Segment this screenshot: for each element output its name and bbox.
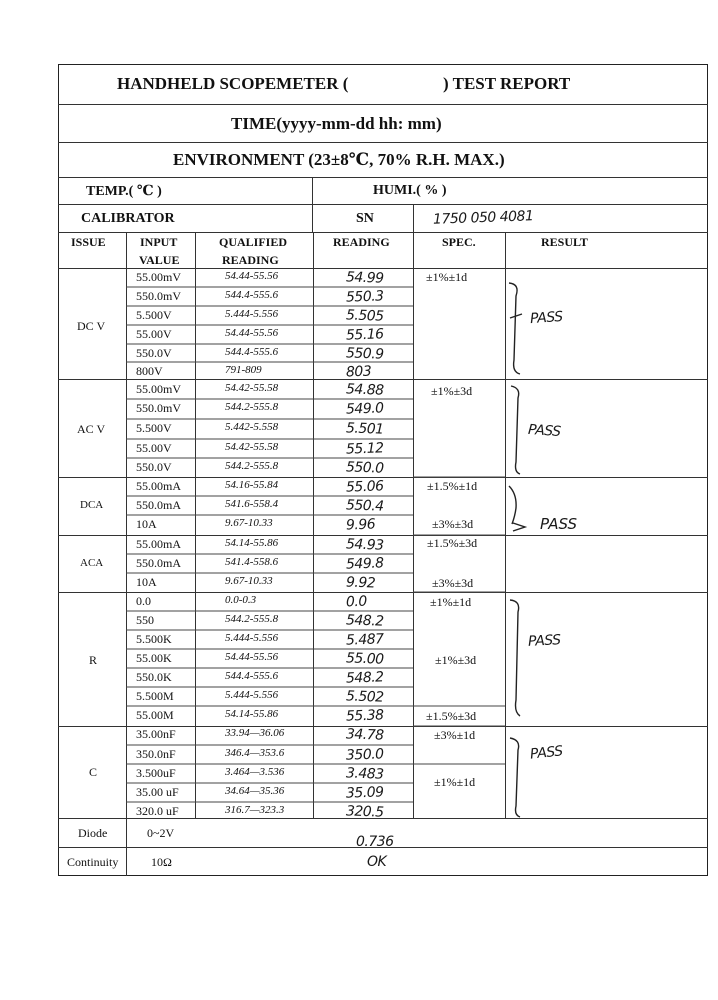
continuity-reading: OK [367, 854, 387, 870]
report-title-right: ) TEST REPORT [443, 74, 571, 93]
measured-reading: 5.501 [345, 420, 384, 438]
group-continuity: Continuity [67, 855, 119, 869]
spec-dca: ±1.5%±1d [427, 479, 478, 493]
measured-reading: 55.12 [345, 440, 384, 458]
input-value: 550.0mA [136, 556, 181, 570]
input-value: 550.0mA [136, 498, 181, 512]
input-value: 35.00nF [136, 727, 176, 741]
qualified-reading: 3.464—3.536 [225, 766, 285, 778]
qualified-reading: 544.4-555.6 [225, 346, 279, 358]
spec-aca: ±1.5%±3d [427, 536, 478, 550]
measured-reading: 3.483 [345, 765, 384, 783]
spec-dcv: ±1%±1d [426, 270, 468, 284]
input-value: 550.0V [136, 346, 172, 360]
result-r: PASS [527, 632, 562, 650]
qualified-reading: 544.2-555.8 [225, 401, 279, 413]
input-value: 55.00mV [136, 270, 181, 284]
measured-reading: 55.16 [345, 326, 384, 344]
col-issue: ISSUE [71, 235, 106, 249]
continuity-input: 10Ω [151, 855, 172, 869]
input-value: 3.500uF [136, 766, 176, 780]
measured-reading: 5.505 [345, 307, 384, 325]
input-value: 350.0nF [136, 747, 176, 761]
input-value: 55.00mA [136, 479, 181, 493]
qualified-reading: 5.442-5.558 [225, 421, 279, 433]
input-value: 10A [136, 575, 157, 589]
input-value: 55.00mA [136, 537, 181, 551]
input-value: 55.00mV [136, 382, 181, 396]
measured-reading: 54.88 [345, 381, 384, 399]
spec-r-high: ±1.5%±3d [426, 709, 477, 723]
qualified-reading: 346.4—353.6 [225, 747, 285, 759]
measured-reading: 34.78 [345, 726, 384, 744]
input-value: 5.500K [136, 632, 172, 646]
input-value: 55.00K [136, 651, 172, 665]
measured-reading: 550.9 [345, 345, 384, 363]
result-acv: PASS [527, 421, 562, 441]
input-value: 55.00V [136, 441, 172, 455]
measured-reading: 0.0 [345, 593, 368, 611]
spec-r: ±1%±3d [435, 653, 477, 667]
input-value: 5.500V [136, 308, 172, 322]
group-r: R [89, 653, 98, 667]
qualified-reading: 5.444-5.556 [225, 632, 279, 644]
calibrator-label: CALIBRATOR [81, 211, 175, 226]
qualified-reading: 791-809 [225, 364, 262, 376]
measured-reading: 9.92 [345, 574, 376, 592]
qualified-reading: 316.7—323.3 [225, 804, 285, 816]
qualified-reading: 541.6-558.4 [225, 498, 279, 510]
environment-label: ENVIRONMENT (23±8℃, 70% R.H. MAX.) [173, 150, 505, 169]
col-input-2: VALUE [139, 253, 180, 267]
input-value: 550.0mV [136, 289, 181, 303]
input-value: 10A [136, 517, 157, 531]
input-value: 5.500M [136, 689, 174, 703]
measured-reading: 350.0 [345, 746, 384, 764]
measured-reading: 55.00 [345, 650, 384, 668]
qualified-reading: 54.44-55.56 [225, 651, 279, 663]
spec-c-low: ±3%±1d [434, 728, 476, 742]
col-input-1: INPUT [140, 235, 178, 249]
time-label: TIME(yyyy-mm-dd hh: mm) [231, 114, 442, 133]
diode-reading: 0.736 [356, 834, 394, 850]
group-acv: AC V [77, 422, 106, 436]
result-dcv: PASS [529, 308, 564, 328]
qualified-reading: 541.4-558.6 [225, 556, 279, 568]
humi-label: HUMI.( % ) [373, 183, 447, 198]
group-diode: Diode [78, 826, 108, 840]
col-qualified-2: READING [222, 253, 279, 267]
measured-reading: 54.93 [345, 536, 384, 554]
qualified-reading: 33.94—36.06 [225, 727, 285, 739]
result-current: PASS [540, 515, 578, 533]
col-reading: READING [333, 235, 390, 249]
spec-aca-10a: ±3%±3d [432, 576, 474, 590]
sn-label: SN [356, 211, 374, 226]
input-value: 550 [136, 613, 154, 627]
qualified-reading: 544.2-555.8 [225, 613, 279, 625]
measured-reading: 55.38 [345, 707, 384, 725]
qualified-reading: 5.444-5.556 [225, 308, 279, 320]
measured-reading: 549.0 [345, 400, 384, 418]
result-c: PASS [529, 743, 564, 763]
qualified-reading: 54.14-55.86 [225, 537, 279, 549]
qualified-reading: 54.14-55.86 [225, 708, 279, 720]
measured-reading: 550.4 [345, 497, 384, 515]
col-qualified-1: QUALIFIED [219, 235, 288, 249]
spec-dca-10a: ±3%±3d [432, 517, 474, 531]
qualified-reading: 54.42-55.58 [225, 441, 279, 453]
measured-reading: 550.3 [345, 288, 384, 306]
measured-reading: 5.487 [345, 631, 384, 649]
measured-reading: 548.2 [345, 612, 384, 630]
qualified-reading: 34.64—35.36 [225, 785, 285, 797]
measured-reading: 9.96 [345, 516, 376, 534]
qualified-reading: 9.67-10.33 [225, 575, 273, 587]
input-value: 35.00 uF [136, 785, 179, 799]
input-value: 550.0K [136, 670, 172, 684]
qualified-reading: 9.67-10.33 [225, 517, 273, 529]
col-spec: SPEC. [442, 235, 476, 249]
diode-input: 0~2V [147, 826, 175, 840]
measured-reading: 35.09 [345, 784, 384, 802]
qualified-reading: 54.44-55.56 [225, 270, 279, 282]
measured-reading: 803 [345, 363, 372, 381]
group-dcv: DC V [77, 319, 106, 333]
measured-reading: 549.8 [345, 555, 384, 573]
input-value: 320.0 uF [136, 804, 179, 818]
measured-reading: 550.0 [345, 459, 384, 477]
col-result: RESULT [541, 235, 588, 249]
input-value: 550.0mV [136, 401, 181, 415]
qualified-reading: 54.44-55.56 [225, 327, 279, 339]
input-value: 55.00V [136, 327, 172, 341]
measured-reading: 548.2 [345, 669, 384, 687]
measured-reading: 320.5 [345, 803, 384, 821]
qualified-reading: 54.42-55.58 [225, 382, 279, 394]
measured-reading: 5.502 [345, 688, 384, 706]
spec-acv: ±1%±3d [431, 384, 473, 398]
sn-value: 1750 050 4081 [432, 208, 534, 228]
qualified-reading: 0.0-0.3 [225, 594, 257, 606]
measured-reading: 54.99 [345, 269, 384, 287]
group-aca: ACA [80, 557, 104, 569]
qualified-reading: 5.444-5.556 [225, 689, 279, 701]
qualified-reading: 544.4-555.6 [225, 670, 279, 682]
input-value: 5.500V [136, 421, 172, 435]
input-value: 0.0 [136, 594, 151, 608]
input-value: 55.00M [136, 708, 174, 722]
measured-reading: 55.06 [345, 478, 384, 496]
qualified-reading: 544.4-555.6 [225, 289, 279, 301]
group-dca: DCA [80, 499, 104, 511]
input-value: 800V [136, 364, 163, 378]
temp-label: TEMP.( ℃ ) [86, 184, 162, 199]
group-c: C [89, 765, 98, 779]
spec-c: ±1%±1d [434, 775, 476, 789]
report-title-left: HANDHELD SCOPEMETER ( [117, 74, 349, 93]
input-value: 550.0V [136, 460, 172, 474]
spec-r-low: ±1%±1d [430, 595, 472, 609]
qualified-reading: 544.2-555.8 [225, 460, 279, 472]
qualified-reading: 54.16-55.84 [225, 479, 279, 491]
